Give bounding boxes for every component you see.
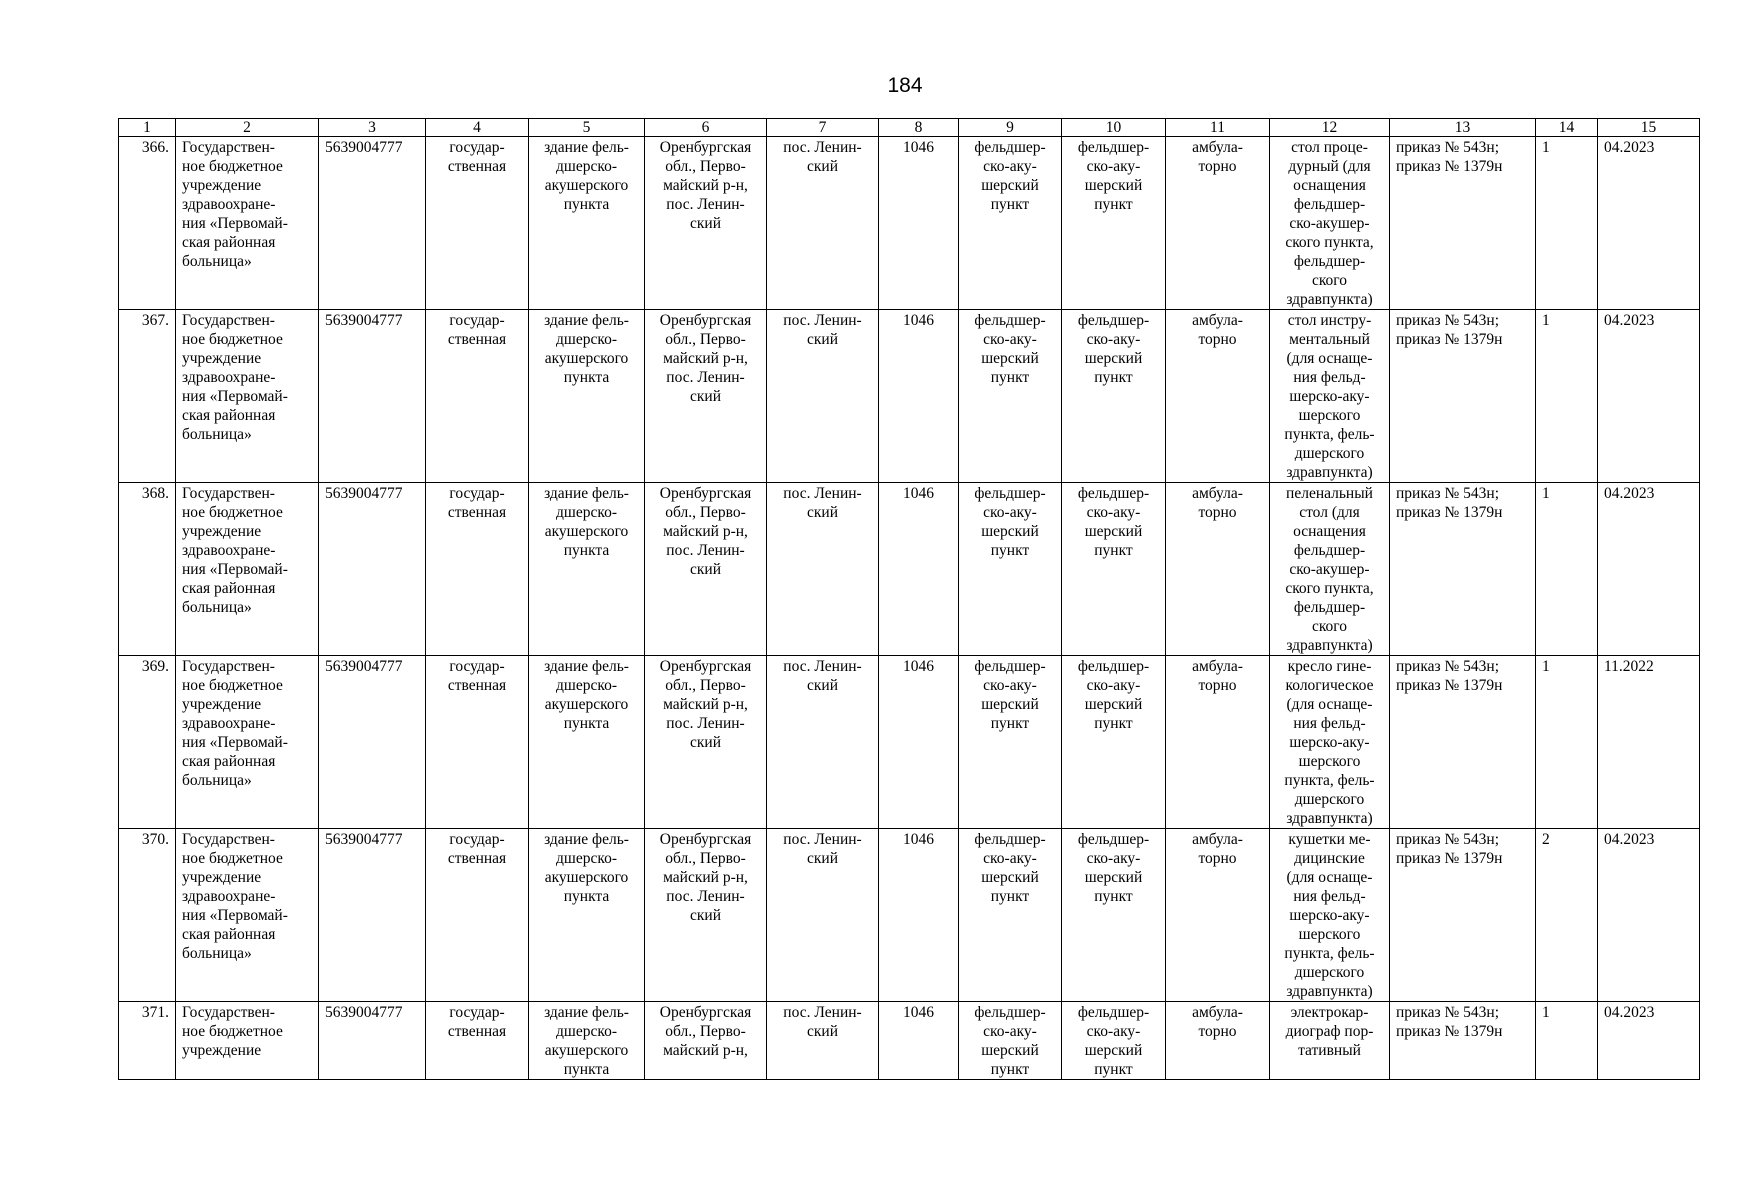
column-header: 7 — [767, 119, 879, 137]
address: Оренбургская обл., Перво- майский р-н, пос. Ленин- ский — [645, 829, 767, 1002]
care-condition: амбула- торно — [1166, 483, 1270, 656]
code: 1046 — [879, 656, 959, 829]
column-header: 11 — [1166, 119, 1270, 137]
table-row — [119, 483, 1700, 656]
date: 04.2023 — [1598, 1002, 1700, 1080]
unit-type: фельдшер- ско-аку- шерский пункт — [959, 656, 1062, 829]
building: здание фель- дшерско- акушерского пункта — [529, 310, 645, 483]
order-reference: приказ № 543н; приказ № 1379н — [1390, 137, 1536, 310]
organization-name: Государствен- ное бюджетное учреждение здравоохране- ния «Первомай- ская районная больница» — [176, 829, 319, 1002]
equipment: кресло гине- кологическое (для оснаще- ния фельд- шерско-аку- шерского пункта, фель- дшерского здравпункта) — [1270, 656, 1390, 829]
order-reference: приказ № 543н; приказ № 1379н — [1390, 1002, 1536, 1080]
order-reference: приказ № 543н; приказ № 1379н — [1390, 656, 1536, 829]
column-number-row — [119, 119, 1700, 137]
address: Оренбургская обл., Перво- майский р-н, пос. Ленин- ский — [645, 656, 767, 829]
column-header: 1 — [119, 119, 176, 137]
settlement: пос. Ленин- ский — [767, 656, 879, 829]
building: здание фель- дшерско- акушерского пункта — [529, 483, 645, 656]
address: Оренбургская обл., Перво- майский р-н, пос. Ленин- ский — [645, 483, 767, 656]
order-reference: приказ № 543н; приказ № 1379н — [1390, 829, 1536, 1002]
building: здание фель- дшерско- акушерского пункта — [529, 137, 645, 310]
column-header: 9 — [959, 119, 1062, 137]
inn: 5639004777 — [319, 137, 426, 310]
settlement: пос. Ленин- ский — [767, 310, 879, 483]
ownership-form: государ- ственная — [426, 1002, 529, 1080]
table-row — [119, 829, 1700, 1002]
unit-type: фельдшер- ско-аку- шерский пункт — [959, 483, 1062, 656]
table-row — [119, 310, 1700, 483]
quantity: 2 — [1536, 829, 1598, 1002]
building: здание фель- дшерско- акушерского пункта — [529, 656, 645, 829]
inn: 5639004777 — [319, 1002, 426, 1080]
organization-name: Государствен- ное бюджетное учреждение здравоохране- ния «Первомай- ская районная больница» — [176, 483, 319, 656]
table-row — [119, 137, 1700, 310]
equipment: электрокар- диограф пор- тативный — [1270, 1002, 1390, 1080]
organization-name: Государствен- ное бюджетное учреждение здравоохране- ния «Первомай- ская районная больница» — [176, 137, 319, 310]
column-header: 15 — [1598, 119, 1700, 137]
care-condition: амбула- торно — [1166, 656, 1270, 829]
address: Оренбургская обл., Перво- майский р-н, пос. Ленин- ский — [645, 310, 767, 483]
column-header: 14 — [1536, 119, 1598, 137]
date: 11.2022 — [1598, 656, 1700, 829]
settlement: пос. Ленин- ский — [767, 483, 879, 656]
code: 1046 — [879, 829, 959, 1002]
row-number: 370. — [119, 829, 176, 1002]
date: 04.2023 — [1598, 483, 1700, 656]
table-row — [119, 656, 1700, 829]
column-header: 3 — [319, 119, 426, 137]
quantity: 1 — [1536, 483, 1598, 656]
building: здание фель- дшерско- акушерского пункта — [529, 1002, 645, 1080]
order-reference: приказ № 543н; приказ № 1379н — [1390, 310, 1536, 483]
code: 1046 — [879, 483, 959, 656]
date: 04.2023 — [1598, 310, 1700, 483]
ownership-form: государ- ственная — [426, 137, 529, 310]
unit-type: фельдшер- ско-аку- шерский пункт — [959, 829, 1062, 1002]
row-number: 369. — [119, 656, 176, 829]
ownership-form: государ- ственная — [426, 483, 529, 656]
address: Оренбургская обл., Перво- майский р-н, пос. Ленин- ский — [645, 137, 767, 310]
row-number: 366. — [119, 137, 176, 310]
organization-name: Государствен- ное бюджетное учреждение здравоохране- ния «Первомай- ская районная больница» — [176, 310, 319, 483]
building: здание фель- дшерско- акушерского пункта — [529, 829, 645, 1002]
date: 04.2023 — [1598, 829, 1700, 1002]
unit-subtype: фельдшер- ско-аку- шерский пункт — [1062, 137, 1166, 310]
quantity: 1 — [1536, 310, 1598, 483]
column-header: 13 — [1390, 119, 1536, 137]
code: 1046 — [879, 137, 959, 310]
ownership-form: государ- ственная — [426, 310, 529, 483]
care-condition: амбула- торно — [1166, 1002, 1270, 1080]
ownership-form: государ- ственная — [426, 829, 529, 1002]
organization-name: Государствен- ное бюджетное учреждение — [176, 1002, 319, 1080]
ownership-form: государ- ственная — [426, 656, 529, 829]
code: 1046 — [879, 310, 959, 483]
care-condition: амбула- торно — [1166, 829, 1270, 1002]
unit-type: фельдшер- ско-аку- шерский пункт — [959, 137, 1062, 310]
unit-type: фельдшер- ско-аку- шерский пункт — [959, 1002, 1062, 1080]
unit-type: фельдшер- ско-аку- шерский пункт — [959, 310, 1062, 483]
row-number: 371. — [119, 1002, 176, 1080]
equipment: кушетки ме- дицинские (для оснаще- ния фельд- шерско-аку- шерского пункта, фель- дшерского здравпункта) — [1270, 829, 1390, 1002]
quantity: 1 — [1536, 137, 1598, 310]
unit-subtype: фельдшер- ско-аку- шерский пункт — [1062, 1002, 1166, 1080]
equipment: стол инстру- ментальный (для оснаще- ния фельд- шерско-аку- шерского пункта, фель- дшерского здравпункта) — [1270, 310, 1390, 483]
column-header: 2 — [176, 119, 319, 137]
address: Оренбургская обл., Перво- майский р-н, — [645, 1002, 767, 1080]
care-condition: амбула- торно — [1166, 137, 1270, 310]
unit-subtype: фельдшер- ско-аку- шерский пункт — [1062, 310, 1166, 483]
column-header: 5 — [529, 119, 645, 137]
equipment: стол проце- дурный (для оснащения фельдшер- ско-акушер- ского пункта, фельдшер- ского здравпункта) — [1270, 137, 1390, 310]
care-condition: амбула- торно — [1166, 310, 1270, 483]
settlement: пос. Ленин- ский — [767, 1002, 879, 1080]
settlement: пос. Ленин- ский — [767, 829, 879, 1002]
date: 04.2023 — [1598, 137, 1700, 310]
column-header: 10 — [1062, 119, 1166, 137]
unit-subtype: фельдшер- ско-аку- шерский пункт — [1062, 483, 1166, 656]
order-reference: приказ № 543н; приказ № 1379н — [1390, 483, 1536, 656]
column-header: 12 — [1270, 119, 1390, 137]
quantity: 1 — [1536, 656, 1598, 829]
inn: 5639004777 — [319, 483, 426, 656]
row-number: 367. — [119, 310, 176, 483]
settlement: пос. Ленин- ский — [767, 137, 879, 310]
register-table — [118, 118, 1700, 1080]
code: 1046 — [879, 1002, 959, 1080]
equipment: пеленальный стол (для оснащения фельдшер- ско-акушер- ского пункта, фельдшер- ского здравпункта) — [1270, 483, 1390, 656]
page-number: 184 — [887, 74, 923, 97]
unit-subtype: фельдшер- ско-аку- шерский пункт — [1062, 656, 1166, 829]
inn: 5639004777 — [319, 829, 426, 1002]
column-header: 8 — [879, 119, 959, 137]
quantity: 1 — [1536, 1002, 1598, 1080]
column-header: 6 — [645, 119, 767, 137]
column-header: 4 — [426, 119, 529, 137]
inn: 5639004777 — [319, 310, 426, 483]
row-number: 368. — [119, 483, 176, 656]
organization-name: Государствен- ное бюджетное учреждение здравоохране- ния «Первомай- ская районная больница» — [176, 656, 319, 829]
unit-subtype: фельдшер- ско-аку- шерский пункт — [1062, 829, 1166, 1002]
inn: 5639004777 — [319, 656, 426, 829]
table-row — [119, 1002, 1700, 1080]
